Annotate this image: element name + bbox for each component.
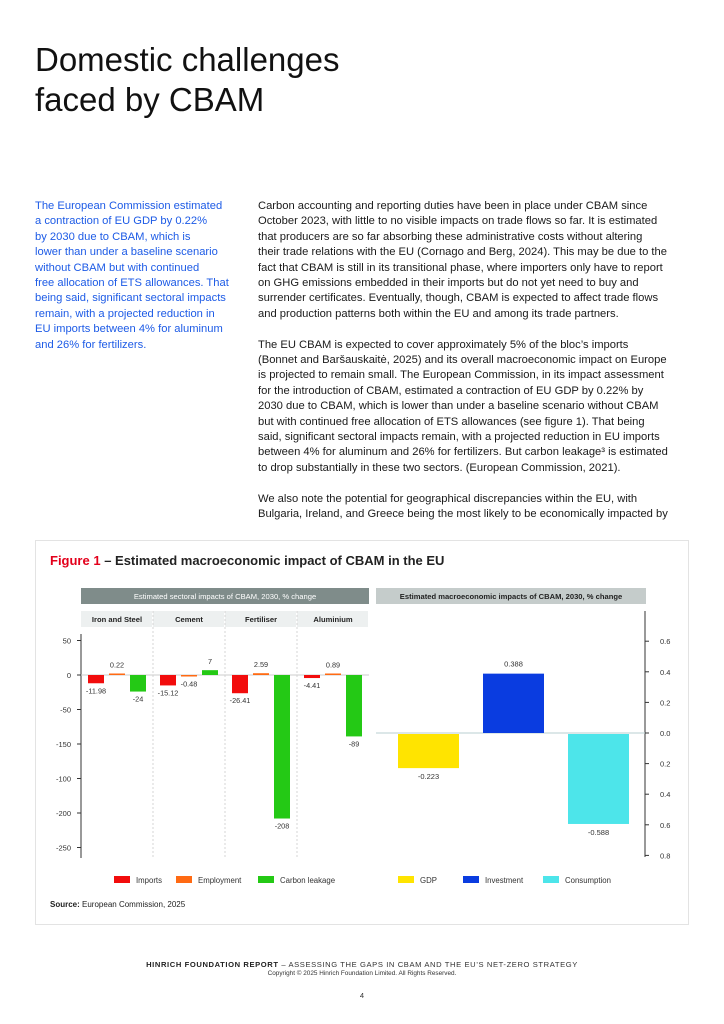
data-label: -208 — [274, 821, 290, 831]
y-tick-label: 0.6 — [660, 820, 671, 830]
text-line: between 4% for aluminum and 26% for fertilizers. But carbon leakage³ is estimated — [258, 446, 668, 459]
page-title — [35, 40, 339, 120]
text-line: a contraction of EU GDP by 0.22% — [35, 215, 208, 228]
y-tick-label: 0.2 — [660, 698, 671, 708]
text-line: surrender certificates. Eventually, though, CBAM is expected to affect trade flows — [258, 292, 659, 305]
bar-carbon-leakage — [346, 675, 362, 736]
text-line: without CBAM but with continued — [35, 261, 200, 274]
text-line: October 2023, with little to no visible impacts on trade flows so far. It is estimated — [258, 215, 658, 228]
data-label: -24 — [132, 694, 144, 704]
figure-charts — [36, 541, 690, 926]
text-line: and 26% for fertilizers. — [35, 338, 147, 351]
text-line: (Bonnet and Baršauskaitė, 2025) and its overall macroeconomic impact on Europe — [258, 354, 667, 367]
text-line: The EU CBAM is expected to cover approximately 5% of the bloc’s imports — [258, 338, 629, 351]
legend-label: GDP — [420, 876, 437, 885]
legend-swatch — [543, 876, 559, 883]
footer-report-subtitle: – ASSESSING THE GAPS IN CBAM AND THE EU’S NET-ZERO STRATEGY — [278, 960, 578, 969]
text-line: Bulgaria, Ireland, and Greece being the most likely to be economically impacted by — [258, 508, 668, 521]
category-label: Cement — [175, 615, 203, 624]
figure-source — [50, 900, 185, 909]
text-line: EU imports between 4% for aluminum — [35, 323, 223, 336]
paragraph — [258, 338, 718, 477]
category-label: Fertiliser — [244, 615, 278, 624]
footer-report-name: HINRICH FOUNDATION REPORT — [146, 960, 279, 969]
text-line: remain, with a projected reduction in — [35, 307, 215, 320]
legend-swatch — [258, 876, 274, 883]
legend-label: Carbon leakage — [280, 876, 336, 885]
data-label: -11.98 — [85, 686, 107, 696]
text-line: for the introduction of CBAM, estimated a contraction of EU GDP by 0.22% by — [258, 384, 644, 397]
data-label: -26.41 — [229, 696, 251, 706]
bar-consumption — [568, 734, 629, 824]
legend-swatch — [463, 876, 479, 883]
y-tick-label: -50 — [60, 705, 71, 715]
text-line: Carbon accounting and reporting duties have been in place under CBAM since — [258, 200, 648, 212]
legend-label: Imports — [136, 876, 162, 885]
text-line: 2030 due to CBAM, which is lower than under a baseline scenario without CBAM — [258, 400, 659, 413]
data-label: 2.59 — [253, 660, 269, 670]
data-label: -89 — [348, 739, 360, 749]
bar-imports — [232, 675, 248, 693]
text-line: and production patterns both within the EU and among its trade partners. — [258, 307, 619, 320]
y-tick-label: -250 — [55, 843, 71, 853]
bar-carbon-leakage — [274, 675, 290, 819]
legend-swatch — [398, 876, 414, 883]
source-text: European Commission, 2025 — [79, 900, 186, 909]
y-tick-label: 0.4 — [660, 667, 671, 677]
data-label: -15.12 — [157, 688, 179, 698]
text-line: but with continued free allocation of ETS allowances (see figure 1). That being — [258, 415, 645, 428]
footer-copyright: Copyright © 2025 Hinrich Foundation Limited. All Rights Reserved. — [267, 970, 457, 977]
y-tick-label: -150 — [55, 740, 71, 749]
y-tick-label: 0.6 — [660, 637, 671, 647]
bar-employment — [181, 675, 197, 677]
bar-employment — [325, 674, 341, 676]
sector-chart-title: Estimated sectoral impacts of CBAM, 2030, % change — [133, 592, 317, 601]
text-line: that producers are so far absorbing these administrative costs without altering — [258, 230, 643, 243]
text-line: fact that CBAM is still in its transitional phase, where importers only have to report — [258, 261, 663, 274]
bar-employment — [253, 673, 269, 675]
bar-carbon-leakage — [202, 670, 218, 675]
legend-swatch — [176, 876, 192, 883]
y-tick-label: -100 — [55, 774, 71, 784]
title-line: Domestic challenges — [35, 41, 340, 78]
y-tick-label: 0 — [66, 671, 71, 680]
footer-report-title — [0, 960, 724, 969]
text-line: free allocation of ETS allowances. That — [35, 277, 229, 290]
text-line: said, significant sectoral impacts remain, with a projected reduction in EU imports — [258, 431, 660, 444]
data-label: -0.48 — [180, 679, 198, 689]
data-label: 7 — [207, 657, 213, 667]
category-label: Iron and Steel — [91, 615, 143, 624]
text-line: The European Commission estimated — [35, 200, 223, 212]
page-number: 4 — [359, 991, 365, 1000]
legend-label: Investment — [485, 876, 524, 885]
paragraph — [258, 199, 718, 322]
text-line: We also note the potential for geographical discrepancies within the EU, with — [258, 492, 638, 505]
y-tick-label: 0.2 — [660, 759, 671, 769]
data-label: -0.223 — [417, 772, 440, 782]
y-tick-label: 0.0 — [660, 729, 671, 738]
legend-label: Consumption — [565, 876, 611, 885]
category-label: Aluminium — [313, 615, 353, 624]
data-label: 0.22 — [109, 660, 125, 670]
title-line: faced by CBAM — [35, 81, 265, 118]
data-label: 0.388 — [504, 659, 523, 669]
bar-imports — [160, 675, 176, 685]
bar-investment — [483, 674, 544, 733]
data-label: -0.588 — [587, 827, 610, 837]
text-line: is projected to remain small. The European Commission, in its impact assessment — [258, 369, 664, 382]
y-tick-label: 0.8 — [660, 851, 671, 861]
pull-quote — [35, 199, 250, 353]
figure-caption: – Estimated macroeconomic impact of CBAM in the EU — [100, 553, 445, 568]
bar-gdp — [398, 734, 459, 768]
text-line: being said, significant sectoral impacts — [35, 292, 226, 305]
paragraph — [258, 492, 718, 523]
bar-carbon-leakage — [130, 675, 146, 692]
source-label: Source: — [50, 900, 80, 909]
y-tick-label: 50 — [62, 636, 71, 646]
text-line: lower than under a baseline scenario — [35, 246, 218, 259]
text-line: to drop substantially in these two sectors. (European Commission, 2021). — [258, 461, 621, 474]
text-line: their trade relations with the EU (Cornago and Berg, 2024). This may be due to the — [258, 246, 667, 259]
data-label: -4.41 — [303, 681, 321, 691]
body-text — [258, 199, 718, 538]
bar-imports — [88, 675, 104, 683]
macro-chart-title: Estimated macroeconomic impacts of CBAM, 2030, % change — [399, 592, 623, 601]
text-line: by 2030 due to CBAM, which is — [35, 230, 191, 243]
bar-imports — [304, 675, 320, 678]
legend-label: Employment — [198, 876, 242, 885]
figure-1 — [35, 540, 689, 925]
y-tick-label: 0.4 — [660, 790, 671, 800]
legend-swatch — [114, 876, 130, 883]
data-label: 0.89 — [325, 660, 341, 670]
figure-number: Figure 1 — [50, 553, 101, 568]
bar-employment — [109, 674, 125, 676]
y-tick-label: -200 — [55, 809, 71, 818]
text-line: on GHG emissions embedded in their imports but do not yet need to buy and — [258, 277, 639, 290]
